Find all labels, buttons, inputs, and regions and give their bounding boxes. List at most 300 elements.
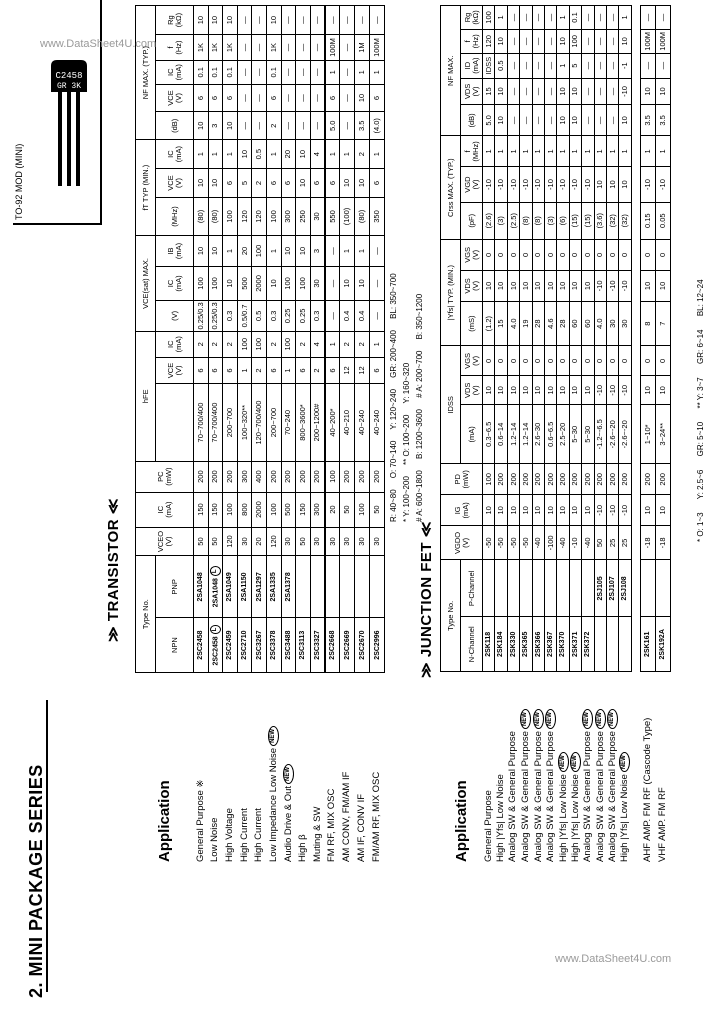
application-cell [569,672,581,862]
spec-value: 1 [619,6,631,30]
spec-value: 1~10* [640,405,655,464]
spec-value: 4 [310,140,325,169]
spec-value: 10 [495,105,507,136]
spec-value: 120 [483,29,495,53]
spec-value: 2 [355,331,370,357]
spec-value: 1K [223,35,238,61]
spec-value: 10 [557,270,569,301]
spec-value: 5 [237,169,252,198]
type-number: 2SA1048 [197,572,205,602]
spec-value: 0 [557,239,569,270]
application-label: Analog SW & General Purpose [545,731,557,862]
spec-value: 50 [370,492,385,527]
spec-value: 0 [544,239,556,270]
application-cell [483,672,495,862]
type-number: 2SK366 [534,631,542,657]
new-badge: NEW [268,726,279,746]
spec-value: 300 [281,197,296,235]
spec-value: 1 [370,331,385,357]
type-no-secondary [237,556,252,618]
spec-value: 550 [325,197,340,235]
spec-value: 20 [252,527,267,556]
spec-value: 100 [483,6,495,30]
application-header: Application [155,780,173,862]
spec-value: — [340,6,355,35]
type-number: 2SA1150 [240,572,248,602]
spec-value: 120 [223,527,238,556]
spec-value: -50 [520,526,532,560]
spec-value: 10 [640,376,655,405]
spec-value: -40 [582,526,594,560]
spec-value: 1 [520,136,532,167]
spec-value: 30 [310,527,325,556]
spec-value: 6 [194,84,209,112]
spec-value: 1 [557,53,569,78]
spec-value: 120 [252,197,267,235]
new-badge: NEW [582,709,593,729]
spec-value: 350 [370,197,385,235]
table-row [252,6,267,863]
spec-value: 10 [223,112,238,140]
spec-value: 1 [340,236,355,267]
spec-value: 200 [582,464,594,495]
type-no-secondary [325,556,340,618]
type-no-primary [594,617,606,672]
spec-value: 0 [507,239,519,270]
spec-value: 3 [208,112,223,140]
spec-value: 200 [310,461,325,492]
application-label: High |Yfs| Low Noise [569,774,581,862]
spec-value: 10 [266,6,281,35]
type-number: 2SC3327 [313,630,321,660]
spec-value: — [582,6,594,30]
spec-value: -10 [619,376,631,405]
type-no-secondary [483,560,495,617]
application-cell [619,672,631,862]
spec-value: — [281,6,296,35]
transistor-table [135,5,385,862]
spec-value: (80) [355,197,370,235]
spec-value: 0 [507,346,519,376]
type-number: 2SJ105 [596,576,604,601]
application-cell [296,672,311,862]
column-header: VCEO (V) [136,527,194,556]
spec-value: — [640,53,655,78]
spec-value: 10 [557,29,569,53]
spec-value: 30 [606,301,618,345]
spec-value: 10 [495,376,507,405]
spec-value: — [370,236,385,267]
application-cell [544,672,556,862]
table-row [325,6,340,863]
spec-value: — [252,35,267,61]
type-no-primary [640,617,655,672]
spec-value: 10 [640,495,655,526]
type-no-primary [582,617,594,672]
type-no-secondary [370,556,385,618]
spec-value: 30 [340,527,355,556]
type-number: 2SK118 [485,631,493,657]
table-row [296,6,311,863]
type-no-secondary [640,560,655,617]
spec-value: — [281,84,296,112]
application-label: FM RF, MIX OSC [326,788,338,862]
spec-value: 1 [325,140,340,169]
spec-value: — [532,105,544,136]
spec-value: 6 [281,169,296,198]
spec-value: — [296,112,311,140]
type-no-primary [266,618,281,673]
spec-value: 10 [619,105,631,136]
type-no-primary [370,618,385,673]
spec-value: 25 [606,526,618,560]
spec-value: — [340,84,355,112]
column-header: NF MAX. (TYP.) [136,6,156,140]
spec-value: 120~700/400 [252,384,267,461]
application-header: Application [452,780,470,862]
column-header: PNP [156,556,194,618]
spec-value: 8 [640,301,655,345]
column-header: IC (mA) [156,60,194,84]
spec-value: 10 [507,376,519,405]
new-badge: NEW [283,764,294,784]
spec-value: -10 [594,495,606,526]
type-no-secondary [194,556,209,618]
spec-value: 10 [483,376,495,405]
spec-value: 100 [483,464,495,495]
spec-value: (1.2) [483,301,495,345]
spec-value: 2000 [252,492,267,527]
type-no-primary [520,617,532,672]
type-number: 2SC2670 [358,630,366,660]
spec-value: — [606,78,618,105]
application-label: Analog SW & General Purpose [520,731,532,862]
type-number: 2SC3113 [299,630,307,660]
spec-value: 4 [310,331,325,357]
spec-value: — [544,105,556,136]
table-row [619,6,631,863]
new-badge: NEW [520,709,531,729]
spec-value: — [296,60,311,84]
spec-value: 200 [594,464,606,495]
spec-value: 0.1 [266,60,281,84]
spec-value: 10 [569,105,581,136]
spec-value: 0 [520,346,532,376]
spec-value: 0 [640,346,655,376]
spec-value: (3) [544,202,556,239]
spec-value: — [237,6,252,35]
spec-value: 0.05 [655,202,670,239]
table-row [340,6,355,863]
spec-value: 200 [532,464,544,495]
spec-value: — [606,29,618,53]
spec-value: 15 [495,301,507,345]
spec-value: — [296,35,311,61]
spec-value: 40~240 [355,384,370,461]
spec-value: 200 [544,464,556,495]
spec-value: 2 [252,169,267,198]
spec-value: 150 [194,492,209,527]
spec-value: — [252,6,267,35]
spec-value: 30 [325,527,340,556]
spec-value: 50 [594,526,606,560]
spec-value: 1 [355,60,370,84]
spec-value: — [520,6,532,30]
type-no-secondary [507,560,519,617]
spec-value: — [310,35,325,61]
type-no-primary [223,618,238,673]
spec-value: 2 [194,331,209,357]
spec-value: 10 [520,376,532,405]
spec-value: — [594,53,606,78]
spec-value: 0.1 [223,60,238,84]
spec-value: 20 [281,140,296,169]
application-cell [582,672,594,862]
table-row [544,6,556,863]
application-label: High |Yfs| Low Noise [557,774,569,862]
column-header: P-Channel [461,560,483,617]
spec-value: 0.6~14 [495,405,507,464]
spec-value: 10 [640,78,655,105]
type-number: 2SC2996 [373,630,381,660]
spec-value: -10 [507,167,519,202]
spec-value: 6 [370,84,385,112]
spec-value: -10 [619,78,631,105]
spec-value: 10 [569,78,581,105]
spec-value: 1 [507,136,519,167]
spec-value: 50 [340,492,355,527]
spec-value: 1.2~14 [520,405,532,464]
spec-value: 100 [281,331,296,357]
spec-value: 6 [296,357,311,384]
spec-value: — [325,6,340,35]
table-row [640,6,655,863]
spec-value: 2 [355,140,370,169]
spec-value: 150 [296,492,311,527]
spec-value: (15) [569,202,581,239]
spec-value: 60 [582,301,594,345]
type-number: 2SC2668 [328,630,336,660]
table-row [520,6,532,863]
type-number: 2SC2458 [197,630,205,660]
spec-value: 30 [237,527,252,556]
application-cell [325,672,340,862]
type-no-secondary [606,560,618,617]
spec-value: 0 [483,239,495,270]
type-no-secondary [532,560,544,617]
spec-value: 6 [325,169,340,198]
new-badge: NEW [619,752,630,772]
spec-value: 100 [325,461,340,492]
application-cell [370,672,385,862]
table-row [557,6,569,863]
table-row [237,6,252,863]
spec-value: 0 [582,239,594,270]
spec-value: 30 [355,527,370,556]
type-no-primary [569,617,581,672]
spec-value: 1 [582,136,594,167]
type-no-primary [281,618,296,673]
package-label: TO-92 MOD (MINI) [14,143,24,220]
spec-value: 70~700/400 [194,384,209,461]
spec-value: 10 [655,78,670,105]
l-rank-badge: L [210,625,221,635]
spec-value: 300 [310,492,325,527]
spec-value: — [594,105,606,136]
spec-value: 20 [237,236,252,267]
spec-value: — [310,6,325,35]
spec-value: -1.2~-6.5 [594,405,606,464]
application-label: Analog SW & General Purpose [607,731,619,862]
spec-value: 10 [208,236,223,267]
column-header: Type No. [441,560,461,672]
column-header: Type No. [136,556,156,672]
spec-value: — [310,60,325,84]
new-badge: NEW [570,752,581,772]
spec-value: 0 [495,346,507,376]
type-no-primary [252,618,267,673]
table-row [582,6,594,863]
spec-value: 300 [237,461,252,492]
spec-value: 1 [370,140,385,169]
spec-value: 0.25 [296,300,311,331]
column-header: Rg (kΩ) [461,6,483,30]
spec-value: 6 [370,357,385,384]
application-label: Analog SW & General Purpose [582,731,594,862]
spec-value: 1 [266,236,281,267]
table-row [594,6,606,863]
column-header: VGS (V) [461,239,483,270]
spec-value: 10 [569,270,581,301]
table-row [483,6,495,863]
spec-value: 10 [655,270,670,301]
column-header: f (MHz) [461,136,483,167]
spec-value: — [370,6,385,35]
type-no-primary [194,618,209,673]
type-number: 2SC3488 [284,630,292,660]
spec-value: 10 [495,270,507,301]
new-badge: NEW [607,709,618,729]
application-label: Analog SW & General Purpose [594,731,606,862]
table-row [194,6,209,863]
type-no-secondary [340,556,355,618]
spec-value: 10 [340,266,355,300]
spec-value: — [325,300,340,331]
spec-value: 20 [325,492,340,527]
column-header: PC (mW) [136,461,194,492]
spec-value: 1K [208,35,223,61]
spec-value: 10 [194,112,209,140]
spec-value: 500 [281,492,296,527]
spec-value: (2.6) [483,202,495,239]
spec-value: 2000 [252,266,267,300]
spec-value: 0 [544,346,556,376]
application-cell [266,672,281,862]
spec-value: IDSS [483,53,495,78]
spec-value: 10 [355,169,370,198]
type-no-primary [296,618,311,673]
application-label: High Current [238,808,250,862]
type-no-primary [483,617,495,672]
application-cell [557,672,569,862]
spec-value: 30 [370,527,385,556]
spec-value: -10 [606,270,618,301]
type-number: 2SJ108 [621,576,629,601]
jfet-header-row [441,6,461,863]
type-no-secondary [281,556,296,618]
type-number: 2SA1049 [226,572,234,602]
spec-value: 3.5 [355,112,370,140]
column-header: NF MAX. [441,6,461,136]
application-cell [355,672,370,862]
page-title: 2. MINI PACKAGE SERIES [26,764,46,998]
spec-value: 10 [507,270,519,301]
spec-value: 10 [582,270,594,301]
spec-value: 15 [483,78,495,105]
column-header: (pF) [461,202,483,239]
spec-value: — [507,53,519,78]
spec-value: (15) [582,202,594,239]
type-no-secondary [266,556,281,618]
spec-value: 120 [266,527,281,556]
application-label: High Current [253,808,265,862]
spec-value: 0 [569,239,581,270]
type-no-secondary [520,560,532,617]
application-cell [532,672,544,862]
spec-value: (2.5) [507,202,519,239]
column-header: VCE (V) [156,84,194,112]
spec-value: 10 [619,29,631,53]
column-header: IB (mA) [156,236,194,267]
spec-value: 28 [557,301,569,345]
spec-value: 100 [252,236,267,267]
jfet-table [440,5,671,862]
spec-value: 19 [520,301,532,345]
table-row [208,6,223,863]
type-number: 2SK161 [644,631,652,657]
spec-value: 6 [266,84,281,112]
application-cell [520,672,532,862]
spec-value: 100 [355,492,370,527]
spec-value: — [544,6,556,30]
column-header: IC (mA) [156,266,194,300]
spec-value: -1 [619,53,631,78]
spec-value: 30 [310,266,325,300]
application-cell [507,672,519,862]
spec-value: 10 [520,495,532,526]
spec-value: 0 [532,239,544,270]
spec-value: 10 [544,376,556,405]
spec-value: -18 [640,526,655,560]
column-header: (MHz) [156,197,194,235]
spec-value: — [520,105,532,136]
spec-value: 200~700 [266,384,281,461]
spec-value: — [532,6,544,30]
column-header: ID (mA) [461,53,483,78]
spec-value: 5.0 [325,112,340,140]
spec-value: (32) [619,202,631,239]
spec-value: — [582,78,594,105]
type-no-primary [619,617,631,672]
spec-value: 200~700 [223,384,238,461]
spec-value: 0.6~6.5 [544,405,556,464]
column-header: VCE (V) [156,169,194,198]
table-row [507,6,519,863]
spec-value: 70~700/400 [208,384,223,461]
spec-value: 6 [325,84,340,112]
spec-value: 10 [194,236,209,267]
column-header: VDS (V) [461,376,483,405]
